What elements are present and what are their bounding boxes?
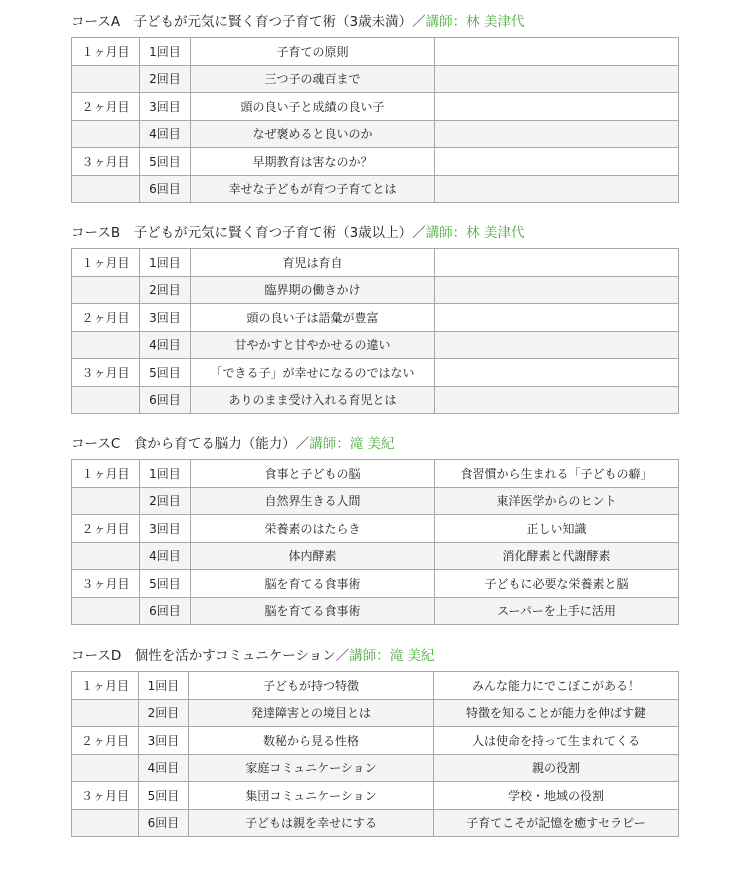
month-cell: [72, 331, 140, 359]
month-cell: [72, 809, 139, 837]
month-cell: [72, 276, 140, 304]
table-row: [72, 38, 679, 66]
topic-cell: 臨界期の働きかけ: [191, 276, 435, 304]
topic-cell: 体内酵素: [191, 542, 435, 570]
session-cell: 4回目: [140, 120, 191, 148]
session-cell: 5回目: [139, 782, 189, 810]
month-cell: [72, 386, 140, 414]
topic-cell: 子どもが持つ特徴: [189, 672, 434, 700]
month-cell: １ヶ月目: [72, 38, 140, 66]
session-cell: 5回目: [140, 148, 191, 176]
topic-cell: 食事と子どもの脳: [191, 460, 435, 488]
course-d: [71, 646, 678, 837]
course-instructor: 講師：林 美津代: [425, 225, 525, 241]
month-cell: ３ヶ月目: [72, 359, 140, 387]
session-cell: 6回目: [139, 809, 189, 837]
topic-cell: 早期教育は害なのか？: [191, 148, 435, 176]
topic-cell: 育児は育自: [191, 249, 435, 277]
course-title: コースA 子どもが元気に賢く育つ子育て術（3歳未満）／: [71, 14, 426, 30]
course-title: コースC 食から育てる脳力（能力）／: [71, 436, 310, 452]
topic-cell: 自然界生きる人間: [191, 487, 435, 515]
topic-cell: 数秘から見る性格: [189, 727, 434, 755]
course-b-schedule-table: [71, 248, 679, 414]
table-row: [72, 515, 679, 543]
session-cell: 5回目: [140, 359, 191, 387]
session-cell: 1回目: [140, 249, 191, 277]
note-cell: [435, 120, 679, 148]
note-cell: 親の役割: [434, 754, 679, 782]
month-cell: [72, 754, 139, 782]
note-cell: 正しい知識: [435, 515, 679, 543]
note-cell: [435, 175, 679, 203]
topic-cell: 発達障害との境目とは: [189, 699, 434, 727]
course-c-heading: [71, 434, 678, 454]
course-a: [71, 12, 678, 203]
course-instructor: 講師：滝 美紀: [309, 436, 395, 452]
table-row: [72, 542, 679, 570]
note-cell: 東洋医学からのヒント: [435, 487, 679, 515]
topic-cell: 頭の良い子と成績の良い子: [191, 93, 435, 121]
session-cell: 3回目: [139, 727, 189, 755]
course-a-heading: [71, 12, 678, 32]
month-cell: １ヶ月目: [72, 672, 139, 700]
topic-cell: 脳を育てる食事術: [191, 597, 435, 625]
note-cell: [435, 359, 679, 387]
month-cell: １ヶ月目: [72, 249, 140, 277]
table-row: [72, 331, 679, 359]
note-cell: 人は使命を持って生まれてくる: [434, 727, 679, 755]
note-cell: [435, 386, 679, 414]
session-cell: 4回目: [139, 754, 189, 782]
session-cell: 6回目: [140, 175, 191, 203]
month-cell: [72, 487, 140, 515]
table-row: [72, 175, 679, 203]
month-cell: ３ヶ月目: [72, 148, 140, 176]
session-cell: 5回目: [140, 570, 191, 598]
session-cell: 6回目: [140, 597, 191, 625]
course-instructor: 講師：滝 美紀: [349, 648, 435, 664]
session-cell: 1回目: [139, 672, 189, 700]
table-row: [72, 249, 679, 277]
note-cell: [435, 276, 679, 304]
table-row: [72, 782, 679, 810]
month-cell: [72, 120, 140, 148]
table-row: [72, 148, 679, 176]
note-cell: [435, 148, 679, 176]
course-c: [71, 434, 678, 625]
topic-cell: 集団コミュニケーション: [189, 782, 434, 810]
topic-cell: 子育ての原則: [191, 38, 435, 66]
note-cell: [435, 304, 679, 332]
note-cell: [435, 93, 679, 121]
topic-cell: 栄養素のはたらき: [191, 515, 435, 543]
month-cell: ３ヶ月目: [72, 570, 140, 598]
topic-cell: 甘やかすと甘やかせるの違い: [191, 331, 435, 359]
topic-cell: 子どもは親を幸せにする: [189, 809, 434, 837]
session-cell: 4回目: [140, 331, 191, 359]
session-cell: 4回目: [140, 542, 191, 570]
session-cell: 6回目: [140, 386, 191, 414]
month-cell: [72, 699, 139, 727]
note-cell: スーパーを上手に活用: [435, 597, 679, 625]
topic-cell: 幸せな子どもが育つ子育てとは: [191, 175, 435, 203]
note-cell: 子どもに必要な栄養素と脳: [435, 570, 679, 598]
month-cell: ２ヶ月目: [72, 727, 139, 755]
topic-cell: 家庭コミュニケーション: [189, 754, 434, 782]
month-cell: １ヶ月目: [72, 460, 140, 488]
table-row: [72, 699, 679, 727]
course-instructor: 講師：林 美津代: [425, 14, 525, 30]
table-row: [72, 93, 679, 121]
course-d-schedule-table: [71, 671, 679, 837]
topic-cell: なぜ褒めると良いのか: [191, 120, 435, 148]
note-cell: [435, 65, 679, 93]
session-cell: 2回目: [139, 699, 189, 727]
month-cell: ２ヶ月目: [72, 304, 140, 332]
session-cell: 2回目: [140, 276, 191, 304]
session-cell: 3回目: [140, 304, 191, 332]
note-cell: 食習慣から生まれる「子どもの癖」: [435, 460, 679, 488]
table-row: [72, 460, 679, 488]
topic-cell: 「できる子」が幸せになるのではない: [191, 359, 435, 387]
month-cell: ３ヶ月目: [72, 782, 139, 810]
topic-cell: 三つ子の魂百まで: [191, 65, 435, 93]
table-row: [72, 672, 679, 700]
table-row: [72, 570, 679, 598]
note-cell: [435, 331, 679, 359]
table-row: [72, 386, 679, 414]
month-cell: [72, 175, 140, 203]
topic-cell: ありのまま受け入れる育児とは: [191, 386, 435, 414]
month-cell: [72, 542, 140, 570]
table-row: [72, 597, 679, 625]
month-cell: ２ヶ月目: [72, 93, 140, 121]
note-cell: 消化酵素と代謝酵素: [435, 542, 679, 570]
table-row: [72, 754, 679, 782]
table-row: [72, 304, 679, 332]
table-row: [72, 276, 679, 304]
session-cell: 3回目: [140, 515, 191, 543]
month-cell: [72, 65, 140, 93]
session-cell: 1回目: [140, 460, 191, 488]
table-row: [72, 65, 679, 93]
course-b-heading: [71, 223, 678, 243]
table-row: [72, 359, 679, 387]
session-cell: 1回目: [140, 38, 191, 66]
table-row: [72, 727, 679, 755]
note-cell: [435, 249, 679, 277]
note-cell: [435, 38, 679, 66]
course-c-schedule-table: [71, 459, 679, 625]
note-cell: みんな能力にでこぼこがある！: [434, 672, 679, 700]
course-title: コースD 個性を活かすコミュニケーション／: [71, 648, 350, 664]
topic-cell: 頭の良い子は語彙が豊富: [191, 304, 435, 332]
month-cell: ２ヶ月目: [72, 515, 140, 543]
course-a-schedule-table: [71, 37, 679, 203]
month-cell: [72, 597, 140, 625]
table-row: [72, 809, 679, 837]
note-cell: 特徴を知ることが能力を伸ばす鍵: [434, 699, 679, 727]
topic-cell: 脳を育てる食事術: [191, 570, 435, 598]
note-cell: 学校・地域の役割: [434, 782, 679, 810]
course-d-heading: [71, 646, 678, 666]
session-cell: 2回目: [140, 487, 191, 515]
table-row: [72, 487, 679, 515]
note-cell: 子育てこそが記憶を癒すセラピー: [434, 809, 679, 837]
session-cell: 3回目: [140, 93, 191, 121]
course-b: [71, 223, 678, 414]
table-row: [72, 120, 679, 148]
session-cell: 2回目: [140, 65, 191, 93]
course-title: コースB 子どもが元気に賢く育つ子育て術（3歳以上）／: [71, 225, 426, 241]
